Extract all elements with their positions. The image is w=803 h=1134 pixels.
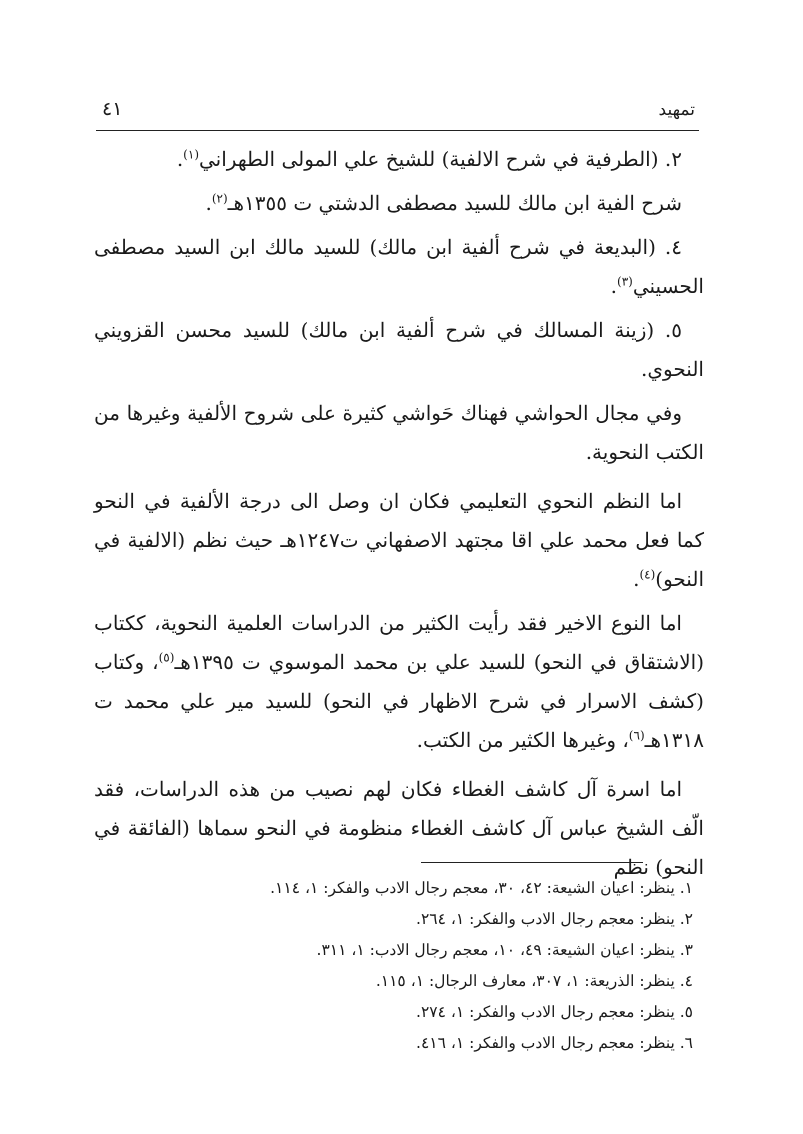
paragraph-text: ٤. (البديعة في شرح ألفية ابن مالك) للسيد مالك ابن السيد مصطفى الحسيني bbox=[94, 235, 704, 298]
footnote: ٣. ينظر: اعيان الشيعة: ٤٩، ١٠، معجم رجال الادب: ١، ٣١١. bbox=[316, 941, 693, 959]
paragraph-tail: . bbox=[633, 567, 640, 591]
paragraph-tail: . bbox=[610, 274, 618, 298]
paragraph bbox=[94, 394, 704, 472]
paragraph-text: شرح الفية ابن مالك للسيد مصطفى الدشتي ت ١٣٥٥هـ bbox=[227, 191, 682, 215]
paragraph-text: اما اسرة آل كاشف الغطاء فكان لهم نصيب من هذه الدراسات، فقد الّف الشيخ عباس آل كاشف الغطاء منظومة في النحو سماها (الفائقة في النحو) نظم bbox=[94, 777, 704, 879]
paragraph-text: اما النوع الاخير فقد رأيت الكثير من الدراسات العلمية النحوية، ككتاب (الاشتقاق في النحو) للسيد علي بن محمد الموسوي ت ١٣٩٥هـ bbox=[94, 611, 705, 674]
paragraph-tail: . bbox=[176, 147, 184, 171]
footnote-ref: (٦) bbox=[628, 728, 645, 743]
footnote-ref: (٣) bbox=[617, 274, 633, 289]
footnote-ref: (٤) bbox=[639, 567, 656, 582]
paragraph bbox=[94, 770, 704, 887]
paragraph-text: وفي مجال الحواشي فهناك حَواشي كثيرة على شروح الألفية وغيرها من الكتب النحوية. bbox=[94, 401, 704, 464]
paragraph bbox=[94, 228, 704, 306]
paragraph-text: ٥. (زينة المسالك في شرح ألفية ابن مالك) للسيد محسن القزويني النحوي. bbox=[94, 318, 704, 381]
footnote-ref: (١) bbox=[183, 147, 199, 162]
footnotes bbox=[133, 873, 693, 1059]
footnote: ٦. ينظر: معجم رجال الادب والفكر: ١، ٤١٦. bbox=[416, 1034, 693, 1052]
footnote: ١. ينظر: اعيان الشيعة: ٤٢، ٣٠، معجم رجال الادب والفكر: ١، ١١٤. bbox=[270, 879, 693, 897]
paragraph bbox=[94, 184, 704, 223]
footnote: ٥. ينظر: معجم رجال الادب والفكر: ١، ٢٧٤. bbox=[416, 1003, 693, 1021]
main-text bbox=[94, 140, 704, 892]
paragraph-tail: ، وغيرها الكثير من الكتب. bbox=[416, 728, 629, 752]
footnote-ref: (٥) bbox=[158, 650, 175, 665]
page-number: ٤١ bbox=[102, 98, 123, 120]
page-header bbox=[96, 96, 699, 131]
footnote-divider bbox=[421, 862, 643, 863]
paragraph-tail: . bbox=[205, 191, 212, 215]
footnote: ٢. ينظر: معجم رجال الادب والفكر: ١، ٢٦٤. bbox=[416, 910, 693, 928]
paragraph bbox=[94, 604, 704, 760]
paragraph bbox=[94, 482, 704, 599]
paragraph bbox=[94, 311, 704, 389]
paragraph-text: ٢. (الطرفية في شرح الالفية) للشيخ علي المولى الطهراني bbox=[199, 147, 682, 171]
paragraph-text: اما النظم النحوي التعليمي فكان ان وصل الى درجة الألفية في النحو كما فعل محمد علي اقا مجتهد الاصفهاني ت١٢٤٧هـ حيث نظم (الالفية في النحو) bbox=[94, 489, 705, 591]
footnote-ref: (٢) bbox=[211, 191, 228, 206]
footnote: ٤. ينظر: الذريعة: ١، ٣٠٧، معارف الرجال: ١، ١١٥. bbox=[375, 972, 693, 990]
paragraph bbox=[94, 140, 704, 179]
paragraph-tail: ، وكتاب (كشف الاسرار في شرح الاظهار في النحو) للسيد مير علي محمد ت ١٣١٨هـ bbox=[94, 650, 704, 752]
chapter-title: تمهيد bbox=[658, 100, 695, 120]
